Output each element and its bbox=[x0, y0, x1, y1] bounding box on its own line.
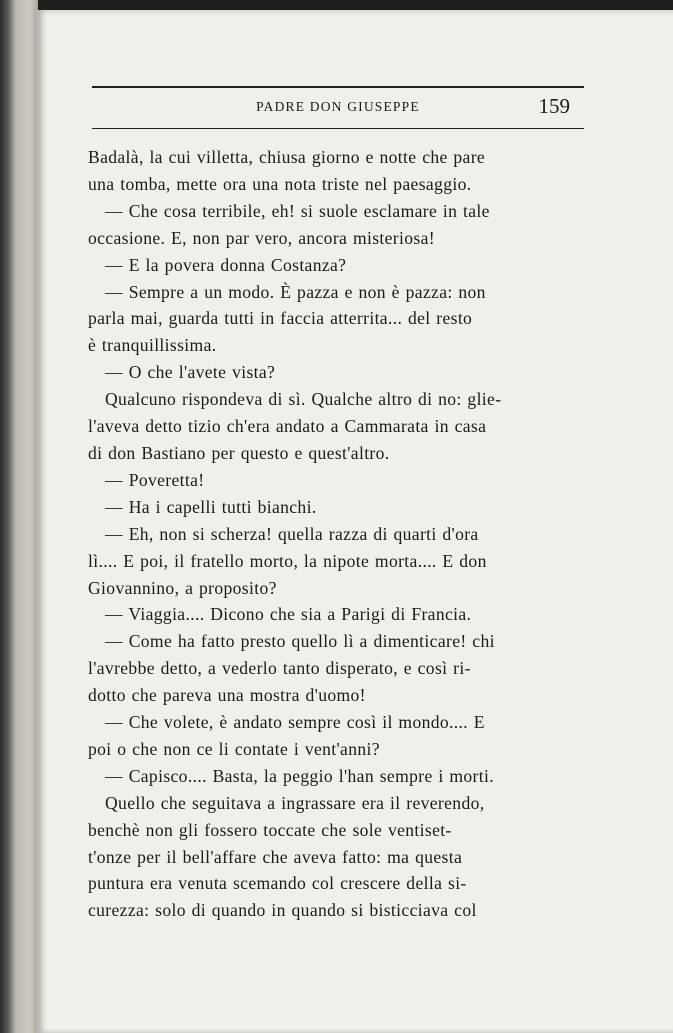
text-line: — Sempre a un modo. È pazza e non è pazza: non bbox=[105, 281, 486, 302]
text-line: lì.... E poi, il fratello morto, la nipote morta.... E don bbox=[88, 550, 487, 571]
text-line: — Come ha fatto presto quello lì a dimenticare! chi bbox=[105, 631, 495, 652]
text-line: — Che volete, è andato sempre così il mondo.... E bbox=[105, 712, 485, 733]
text-line: — O che l'avete vista? bbox=[105, 362, 276, 383]
text-line: benchè non gli fossero toccate che sole ventiset- bbox=[88, 819, 452, 840]
text-line: l'avrebbe detto, a vederlo tanto disperato, e così ri- bbox=[88, 658, 471, 679]
text-line: l'aveva detto tizio ch'era andato a Cammarata in casa bbox=[88, 416, 487, 437]
text-line: Quello che seguitava a ingrassare era il reverendo, bbox=[105, 792, 485, 813]
text-line: puntura era venuta scemando col crescere della si- bbox=[88, 873, 467, 894]
running-head bbox=[92, 86, 584, 129]
running-head-title: PADRE DON GIUSEPPE bbox=[256, 99, 420, 114]
text-line: occasione. E, non par vero, ancora misteriosa! bbox=[88, 227, 435, 248]
text-line: curezza: solo di quando in quando si bisticciava col bbox=[88, 900, 477, 921]
text-line: una tomba, mette ora una nota triste nel paesaggio. bbox=[88, 173, 472, 194]
text-line: — Eh, non si scherza! quella razza di quarti d'ora bbox=[105, 523, 479, 544]
text-line: — Che cosa terribile, eh! si suole esclamare in tale bbox=[105, 200, 490, 221]
text-line: — Viaggia.... Dicono che sia a Parigi di Francia. bbox=[105, 604, 472, 625]
text-line: Qualcuno rispondeva di sì. Qualche altro di no: glie- bbox=[105, 389, 502, 410]
text-line: parla mai, guarda tutti in faccia atterrita... del resto bbox=[88, 308, 473, 329]
text-line: — Capisco.... Basta, la peggio l'han sempre i morti. bbox=[105, 765, 494, 786]
book-binding-edge bbox=[0, 0, 38, 1033]
text-line: dotto che pareva una mostra d'uomo! bbox=[88, 685, 366, 706]
page-number: 159 bbox=[538, 94, 570, 118]
text-line: poi o che non ce li contate i vent'anni? bbox=[88, 738, 380, 759]
text-line: — Ha i capelli tutti bianchi. bbox=[105, 496, 317, 517]
text-line: è tranquillissima. bbox=[88, 335, 217, 356]
text-line: Giovannino, a proposito? bbox=[88, 577, 277, 598]
text-line: t'onze per il bell'affare che aveva fatto: ma questa bbox=[88, 846, 463, 867]
text-line: di don Bastiano per questo e quest'altro. bbox=[88, 442, 390, 463]
body-text bbox=[88, 144, 576, 924]
text-line: Badalà, la cui villetta, chiusa giorno e notte che pare bbox=[88, 147, 486, 167]
text-line: — E la povera donna Costanza? bbox=[105, 254, 347, 275]
text-line: — Poveretta! bbox=[105, 469, 205, 490]
